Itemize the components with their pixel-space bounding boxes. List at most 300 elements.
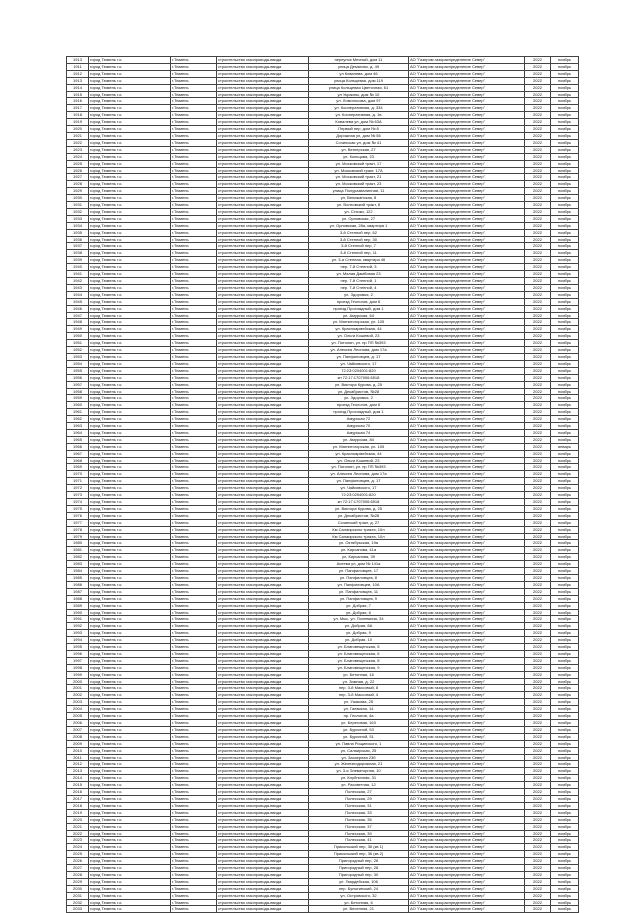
table-row — [67, 395, 579, 402]
city-cell: г.Тюмень — [171, 733, 217, 740]
year-cell: 2022 — [525, 623, 551, 630]
municipality-cell: город Тюмень г.о. — [89, 699, 171, 706]
month-cell: ноябрь — [551, 657, 579, 664]
organization-cell: АО "Газпром газораспределение Север" — [409, 512, 525, 519]
work-type-cell: строительство газопровода-ввода — [217, 664, 309, 671]
work-type-cell: строительство газопровода-ввода — [217, 153, 309, 160]
address-cell: ул. Потолин, ул. пр ПП №393 — [309, 340, 409, 347]
city-cell: г.Тюмень — [171, 623, 217, 630]
row-number-cell: 2030 — [67, 885, 89, 892]
table-row — [67, 802, 579, 809]
row-number-cell: 1939 — [67, 257, 89, 264]
municipality-cell: город Тюмень г.о. — [89, 319, 171, 326]
row-number-cell: 2001 — [67, 685, 89, 692]
municipality-cell: город Тюмень г.о. — [89, 637, 171, 644]
year-cell: 2022 — [525, 526, 551, 533]
month-cell: ноябрь — [551, 754, 579, 761]
month-cell: ноябрь — [551, 713, 579, 720]
table-row — [67, 671, 579, 678]
address-cell: Амурская 74 — [309, 429, 409, 436]
year-cell: 2022 — [525, 443, 551, 450]
work-type-cell: строительство газопровода-ввода — [217, 609, 309, 616]
month-cell: ноябрь — [551, 609, 579, 616]
month-cell: ноябрь — [551, 132, 579, 139]
organization-cell: АО "Газпром газораспределение Север" — [409, 229, 525, 236]
address-cell: ул. Московский тракт, 17 — [309, 160, 409, 167]
address-cell: ул. Здоровья, 2 — [309, 291, 409, 298]
municipality-cell: город Тюмень г.о. — [89, 395, 171, 402]
organization-cell: АО "Газпром газораспределение Север" — [409, 657, 525, 664]
table-row — [67, 713, 579, 720]
organization-cell: АО "Газпром газораспределение Север" — [409, 858, 525, 865]
month-cell: ноябрь — [551, 57, 579, 64]
address-cell: ул. 3-я Элеваторная, 10 — [309, 768, 409, 775]
table-row — [67, 326, 579, 333]
row-number-cell: 1960 — [67, 402, 89, 409]
work-type-cell: строительство газопровода-ввода — [217, 250, 309, 257]
municipality-cell: город Тюмень г.о. — [89, 208, 171, 215]
address-cell: ул. Благовещенская, 6 — [309, 650, 409, 657]
work-type-cell: строительство газопровода-ввода — [217, 160, 309, 167]
month-cell: ноябрь — [551, 464, 579, 471]
municipality-cell: город Тюмень г.о. — [89, 236, 171, 243]
city-cell: г.Тюмень — [171, 160, 217, 167]
work-type-cell: строительство газопровода-ввода — [217, 761, 309, 768]
year-cell: 2022 — [525, 568, 551, 575]
address-cell: ул. Здоровья, 2 — [309, 395, 409, 402]
work-type-cell: строительство газопровода-ввода — [217, 195, 309, 202]
address-cell: ул Ковалева, дом 46 — [309, 70, 409, 77]
organization-cell: АО "Газпром газораспределение Север" — [409, 312, 525, 319]
month-cell: ноябрь — [551, 505, 579, 512]
city-cell: г.Тюмень — [171, 761, 217, 768]
address-cell: ул. Виктора Курова, д. 25 — [309, 381, 409, 388]
year-cell: 2022 — [525, 195, 551, 202]
month-cell: ноябрь — [551, 588, 579, 595]
month-cell: ноябрь — [551, 795, 579, 802]
city-cell: г.Тюмень — [171, 402, 217, 409]
municipality-cell: город Тюмень г.о. — [89, 851, 171, 858]
row-number-cell: 2033 — [67, 906, 89, 913]
work-type-cell: строительство газопровода-ввода — [217, 132, 309, 139]
address-cell: пер. 7-й Степной, 4 — [309, 284, 409, 291]
row-number-cell: 2025 — [67, 851, 89, 858]
year-cell: 2022 — [525, 519, 551, 526]
work-type-cell: строительство газопровода-ввода — [217, 899, 309, 906]
city-cell: г.Тюмень — [171, 284, 217, 291]
row-number-cell: 1948 — [67, 319, 89, 326]
table-row — [67, 423, 579, 430]
month-cell: ноябрь — [551, 347, 579, 354]
table-row — [67, 851, 579, 858]
address-cell: ул. Благовещенская, 9 — [309, 664, 409, 671]
year-cell: 2022 — [525, 464, 551, 471]
work-type-cell: строительство газопровода-ввода — [217, 450, 309, 457]
table-row — [67, 595, 579, 602]
year-cell: 2022 — [525, 98, 551, 105]
work-type-cell: строительство газопровода-ввода — [217, 243, 309, 250]
month-cell: ноябрь — [551, 726, 579, 733]
year-cell: 2022 — [525, 602, 551, 609]
month-cell: ноябрь — [551, 637, 579, 644]
month-cell: ноябрь — [551, 885, 579, 892]
row-number-cell: 2018 — [67, 802, 89, 809]
organization-cell: АО "Газпром газораспределение Север" — [409, 319, 525, 326]
month-cell: ноябрь — [551, 630, 579, 637]
municipality-cell: город Тюмень г.о. — [89, 91, 171, 98]
row-number-cell: 1949 — [67, 326, 89, 333]
city-cell: г.Тюмень — [171, 823, 217, 830]
address-cell: ул. Ольги Кошевой, 23 — [309, 457, 409, 464]
year-cell: 2022 — [525, 70, 551, 77]
address-cell: проезд Геологов, дом 6 — [309, 298, 409, 305]
year-cell: 2022 — [525, 84, 551, 91]
row-number-cell: 1995 — [67, 644, 89, 651]
table-row — [67, 319, 579, 326]
month-cell: ноябрь — [551, 429, 579, 436]
city-cell: г.Тюмень — [171, 726, 217, 733]
address-cell: Пригородный пер, 26 — [309, 858, 409, 865]
municipality-cell: город Тюмень г.о. — [89, 381, 171, 388]
row-number-cell: 2006 — [67, 720, 89, 727]
row-number-cell: 1954 — [67, 360, 89, 367]
month-cell: ноябрь — [551, 112, 579, 119]
address-cell: Амурская 72 — [309, 416, 409, 423]
year-cell: 2022 — [525, 333, 551, 340]
work-type-cell: строительство газопровода-ввода — [217, 878, 309, 885]
address-cell: ул. Кольцова, 23 — [309, 153, 409, 160]
year-cell: 2022 — [525, 685, 551, 692]
row-number-cell: 1994 — [67, 637, 89, 644]
organization-cell: АО "Газпром газораспределение Север" — [409, 720, 525, 727]
work-type-cell: строительство газопровода-ввода — [217, 602, 309, 609]
month-cell: ноябрь — [551, 257, 579, 264]
row-number-cell: 2023 — [67, 837, 89, 844]
year-cell: 2022 — [525, 706, 551, 713]
address-cell: Первый пер, дом № 8 — [309, 126, 409, 133]
month-cell: ноябрь — [551, 195, 579, 202]
table-row — [67, 795, 579, 802]
row-number-cell: 1999 — [67, 671, 89, 678]
table-row — [67, 347, 579, 354]
work-type-cell: строительство газопровода-ввода — [217, 616, 309, 623]
address-cell: Полесская, 27 — [309, 789, 409, 796]
address-cell: пер. 3-й Массовый, 8 — [309, 685, 409, 692]
table-row — [67, 740, 579, 747]
year-cell: 2022 — [525, 229, 551, 236]
organization-cell: АО "Газпром газораспределение Север" — [409, 740, 525, 747]
year-cell: 2022 — [525, 319, 551, 326]
municipality-cell: город Тюмень г.о. — [89, 678, 171, 685]
year-cell: 2022 — [525, 139, 551, 146]
month-cell: ноябрь — [551, 830, 579, 837]
month-cell: ноябрь — [551, 595, 579, 602]
row-number-cell: 1926 — [67, 167, 89, 174]
organization-cell: АО "Газпром газораспределение Север" — [409, 726, 525, 733]
city-cell: г.Тюмень — [171, 429, 217, 436]
month-cell: ноябрь — [551, 858, 579, 865]
work-type-cell: строительство газопровода-ввода — [217, 540, 309, 547]
municipality-cell: город Тюмень г.о. — [89, 512, 171, 519]
city-cell: г.Тюмень — [171, 851, 217, 858]
row-number-cell: 1986 — [67, 581, 89, 588]
municipality-cell: город Тюмень г.о. — [89, 892, 171, 899]
year-cell: 2022 — [525, 609, 551, 616]
month-cell: ноябрь — [551, 644, 579, 651]
organization-cell: АО "Газпром газораспределение Север" — [409, 63, 525, 70]
row-number-cell: 1987 — [67, 588, 89, 595]
address-cell: ул. Ольги Кошевой, 23 — [309, 333, 409, 340]
work-type-cell: строительство газопровода-ввода — [217, 278, 309, 285]
address-cell: 3-й Степной пер, 11 — [309, 250, 409, 257]
address-cell: Полесская, 33 — [309, 809, 409, 816]
table-row — [67, 271, 579, 278]
table-row — [67, 581, 579, 588]
work-type-cell: строительство газопровода-ввода — [217, 229, 309, 236]
month-cell: ноябрь — [551, 395, 579, 402]
row-number-cell: 1938 — [67, 250, 89, 257]
row-number-cell: 1957 — [67, 381, 89, 388]
table-row — [67, 153, 579, 160]
city-cell: г.Тюмень — [171, 740, 217, 747]
row-number-cell: 1981 — [67, 547, 89, 554]
year-cell: 2022 — [525, 160, 551, 167]
month-cell: ноябрь — [551, 802, 579, 809]
city-cell: г.Тюмень — [171, 298, 217, 305]
row-number-cell: 2024 — [67, 844, 89, 851]
organization-cell: АО "Газпром газораспределение Север" — [409, 678, 525, 685]
year-cell: 2022 — [525, 871, 551, 878]
address-cell: ул. Красноармейская, 44 — [309, 450, 409, 457]
municipality-cell: город Тюмень г.о. — [89, 174, 171, 181]
work-type-cell: строительство газопровода-ввода — [217, 671, 309, 678]
address-cell: Асеева ул, дом № 141а — [309, 561, 409, 568]
work-type-cell: строительство газопровода-ввода — [217, 789, 309, 796]
month-cell: ноябрь — [551, 229, 579, 236]
row-number-cell: 2027 — [67, 865, 89, 872]
year-cell: 2022 — [525, 671, 551, 678]
city-cell: г.Тюмень — [171, 588, 217, 595]
municipality-cell: город Тюмень г.о. — [89, 795, 171, 802]
table-row — [67, 906, 579, 913]
organization-cell: АО "Газпром газораспределение Север" — [409, 57, 525, 64]
month-cell: ноябрь — [551, 450, 579, 457]
city-cell: г.Тюмень — [171, 664, 217, 671]
organization-cell: АО "Газпром газораспределение Север" — [409, 768, 525, 775]
year-cell: 2022 — [525, 761, 551, 768]
month-cell: ноябрь — [551, 250, 579, 257]
city-cell: г.Тюмень — [171, 865, 217, 872]
organization-cell: АО "Газпром газораспределение Север" — [409, 747, 525, 754]
organization-cell: АО "Газпром газораспределение Север" — [409, 505, 525, 512]
address-cell: Км Салаирского тракта, 10л — [309, 526, 409, 533]
municipality-cell: город Тюмень г.о. — [89, 547, 171, 554]
work-type-cell: строительство газопровода-ввода — [217, 623, 309, 630]
table-row — [67, 84, 579, 91]
month-cell: ноябрь — [551, 105, 579, 112]
municipality-cell: город Тюмень г.о. — [89, 326, 171, 333]
organization-cell: АО "Газпром газораспределение Север" — [409, 637, 525, 644]
organization-cell: АО "Газпром газораспределение Север" — [409, 271, 525, 278]
organization-cell: АО "Газпром газораспределение Север" — [409, 878, 525, 885]
table-row — [67, 609, 579, 616]
municipality-cell: город Тюмень г.о. — [89, 229, 171, 236]
year-cell: 2022 — [525, 547, 551, 554]
organization-cell: АО "Газпром газораспределение Север" — [409, 436, 525, 443]
year-cell: 2022 — [525, 250, 551, 257]
table-row — [67, 485, 579, 492]
municipality-cell: город Тюмень г.о. — [89, 70, 171, 77]
municipality-cell: город Тюмень г.о. — [89, 84, 171, 91]
organization-cell: АО "Газпром газораспределение Север" — [409, 202, 525, 209]
city-cell: г.Тюмень — [171, 754, 217, 761]
month-cell: ноябрь — [551, 782, 579, 789]
municipality-cell: город Тюмень г.о. — [89, 720, 171, 727]
month-cell: ноябрь — [551, 77, 579, 84]
organization-cell: АО "Газпром газораспределение Север" — [409, 892, 525, 899]
city-cell: г.Тюмень — [171, 416, 217, 423]
work-type-cell: строительство газопровода-ввода — [217, 374, 309, 381]
municipality-cell: город Тюмень г.о. — [89, 492, 171, 499]
organization-cell: АО "Газпром газораспределение Север" — [409, 574, 525, 581]
month-cell: ноябрь — [551, 353, 579, 360]
organization-cell: АО "Газпром газораспределение Север" — [409, 333, 525, 340]
organization-cell: АО "Газпром газораспределение Север" — [409, 188, 525, 195]
organization-cell: АО "Газпром газораспределение Север" — [409, 775, 525, 782]
work-type-cell: строительство газопровода-ввода — [217, 823, 309, 830]
organization-cell: АО "Газпром газораспределение Север" — [409, 581, 525, 588]
city-cell: г.Тюмень — [171, 644, 217, 651]
table-row — [67, 436, 579, 443]
work-type-cell: строительство газопровода-ввода — [217, 381, 309, 388]
row-number-cell: 1992 — [67, 623, 89, 630]
row-number-cell: 2020 — [67, 816, 89, 823]
year-cell: 2022 — [525, 243, 551, 250]
address-cell: ул. Гаевская, 14 — [309, 706, 409, 713]
organization-cell: АО "Газпром газораспределение Север" — [409, 367, 525, 374]
address-cell: 3-й Степной пер, 7 — [309, 243, 409, 250]
organization-cell: АО "Газпром газораспределение Север" — [409, 837, 525, 844]
organization-cell: АО "Газпром газораспределение Север" — [409, 616, 525, 623]
table-row — [67, 533, 579, 540]
address-cell: ул. Добрая, 9 — [309, 630, 409, 637]
municipality-cell: город Тюмень г.о. — [89, 809, 171, 816]
month-cell: ноябрь — [551, 775, 579, 782]
organization-cell: АО "Газпром газораспределение Север" — [409, 865, 525, 872]
table-row — [67, 132, 579, 139]
row-number-cell: 1928 — [67, 181, 89, 188]
city-cell: г.Тюмень — [171, 885, 217, 892]
address-cell: Сочинский тракт, д. 27 — [309, 519, 409, 526]
month-cell: ноябрь — [551, 402, 579, 409]
municipality-cell: город Тюмень г.о. — [89, 533, 171, 540]
year-cell: 2022 — [525, 112, 551, 119]
city-cell: г.Тюмень — [171, 795, 217, 802]
city-cell: г.Тюмень — [171, 146, 217, 153]
address-cell: ул. Бурсиной, 53 — [309, 726, 409, 733]
address-cell: Ковалева ул, дом № 63А — [309, 119, 409, 126]
month-cell: ноябрь — [551, 416, 579, 423]
organization-cell: АО "Газпром газораспределение Север" — [409, 685, 525, 692]
municipality-cell: город Тюмень г.о. — [89, 865, 171, 872]
work-type-cell: строительство газопровода-ввода — [217, 692, 309, 699]
municipality-cell: город Тюмень г.о. — [89, 98, 171, 105]
month-cell: ноябрь — [551, 789, 579, 796]
table-row — [67, 858, 579, 865]
year-cell: 2022 — [525, 678, 551, 685]
organization-cell: АО "Газпром газораспределение Север" — [409, 650, 525, 657]
organization-cell: АО "Газпром газораспределение Север" — [409, 395, 525, 402]
table-row — [67, 644, 579, 651]
address-cell: Полесская, 35 — [309, 816, 409, 823]
month-cell: ноябрь — [551, 298, 579, 305]
municipality-cell: город Тюмень г.о. — [89, 505, 171, 512]
city-cell: г.Тюмень — [171, 291, 217, 298]
address-cell: ул. Виктора Курова, д. 25 — [309, 505, 409, 512]
year-cell: 2022 — [525, 215, 551, 222]
work-type-cell: строительство газопровода-ввода — [217, 70, 309, 77]
organization-cell: АО "Газпром газораспределение Север" — [409, 457, 525, 464]
table-row — [67, 250, 579, 257]
work-type-cell: строительство газопровода-ввода — [217, 236, 309, 243]
row-number-cell: 1942 — [67, 278, 89, 285]
month-cell: ноябрь — [551, 188, 579, 195]
municipality-cell: город Тюмень г.о. — [89, 264, 171, 271]
year-cell: 2022 — [525, 167, 551, 174]
row-number-cell: 2007 — [67, 726, 89, 733]
city-cell: г.Тюмень — [171, 229, 217, 236]
month-cell: ноябрь — [551, 160, 579, 167]
year-cell: 2022 — [525, 512, 551, 519]
municipality-cell: город Тюмень г.о. — [89, 119, 171, 126]
row-number-cell: 2016 — [67, 789, 89, 796]
table-row — [67, 464, 579, 471]
address-cell: ул. Московский тракт, 23 — [309, 181, 409, 188]
row-number-cell: 1929 — [67, 188, 89, 195]
work-type-cell: строительство газопровода-ввода — [217, 98, 309, 105]
address-cell: улица Демягово, д. 49 — [309, 63, 409, 70]
row-number-cell: 1924 — [67, 153, 89, 160]
work-type-cell: строительство газопровода-ввода — [217, 512, 309, 519]
municipality-cell: город Тюмень г.о. — [89, 271, 171, 278]
work-type-cell: строительство газопровода-ввода — [217, 388, 309, 395]
organization-cell: АО "Газпром газораспределение Север" — [409, 782, 525, 789]
year-cell: 2022 — [525, 885, 551, 892]
row-number-cell: 2026 — [67, 858, 89, 865]
row-number-cell: 1921 — [67, 132, 89, 139]
row-number-cell: 1959 — [67, 395, 89, 402]
month-cell: ноябрь — [551, 367, 579, 374]
municipality-cell: город Тюмень г.о. — [89, 278, 171, 285]
month-cell: ноябрь — [551, 844, 579, 851]
row-number-cell: 1975 — [67, 505, 89, 512]
work-type-cell: строительство газопровода-ввода — [217, 637, 309, 644]
organization-cell: АО "Газпром газораспределение Север" — [409, 644, 525, 651]
city-cell: г.Тюмень — [171, 119, 217, 126]
year-cell: 2022 — [525, 374, 551, 381]
table-row — [67, 416, 579, 423]
row-number-cell: 1970 — [67, 471, 89, 478]
table-row — [67, 726, 579, 733]
city-cell: г.Тюмень — [171, 747, 217, 754]
address-cell: ул. Весенняя, 21 — [309, 906, 409, 913]
municipality-cell: город Тюмень г.о. — [89, 802, 171, 809]
city-cell: г.Тюмень — [171, 602, 217, 609]
row-number-cell: 1998 — [67, 664, 89, 671]
organization-cell: АО "Газпром газораспределение Север" — [409, 305, 525, 312]
month-cell: ноябрь — [551, 561, 579, 568]
table-row — [67, 568, 579, 575]
